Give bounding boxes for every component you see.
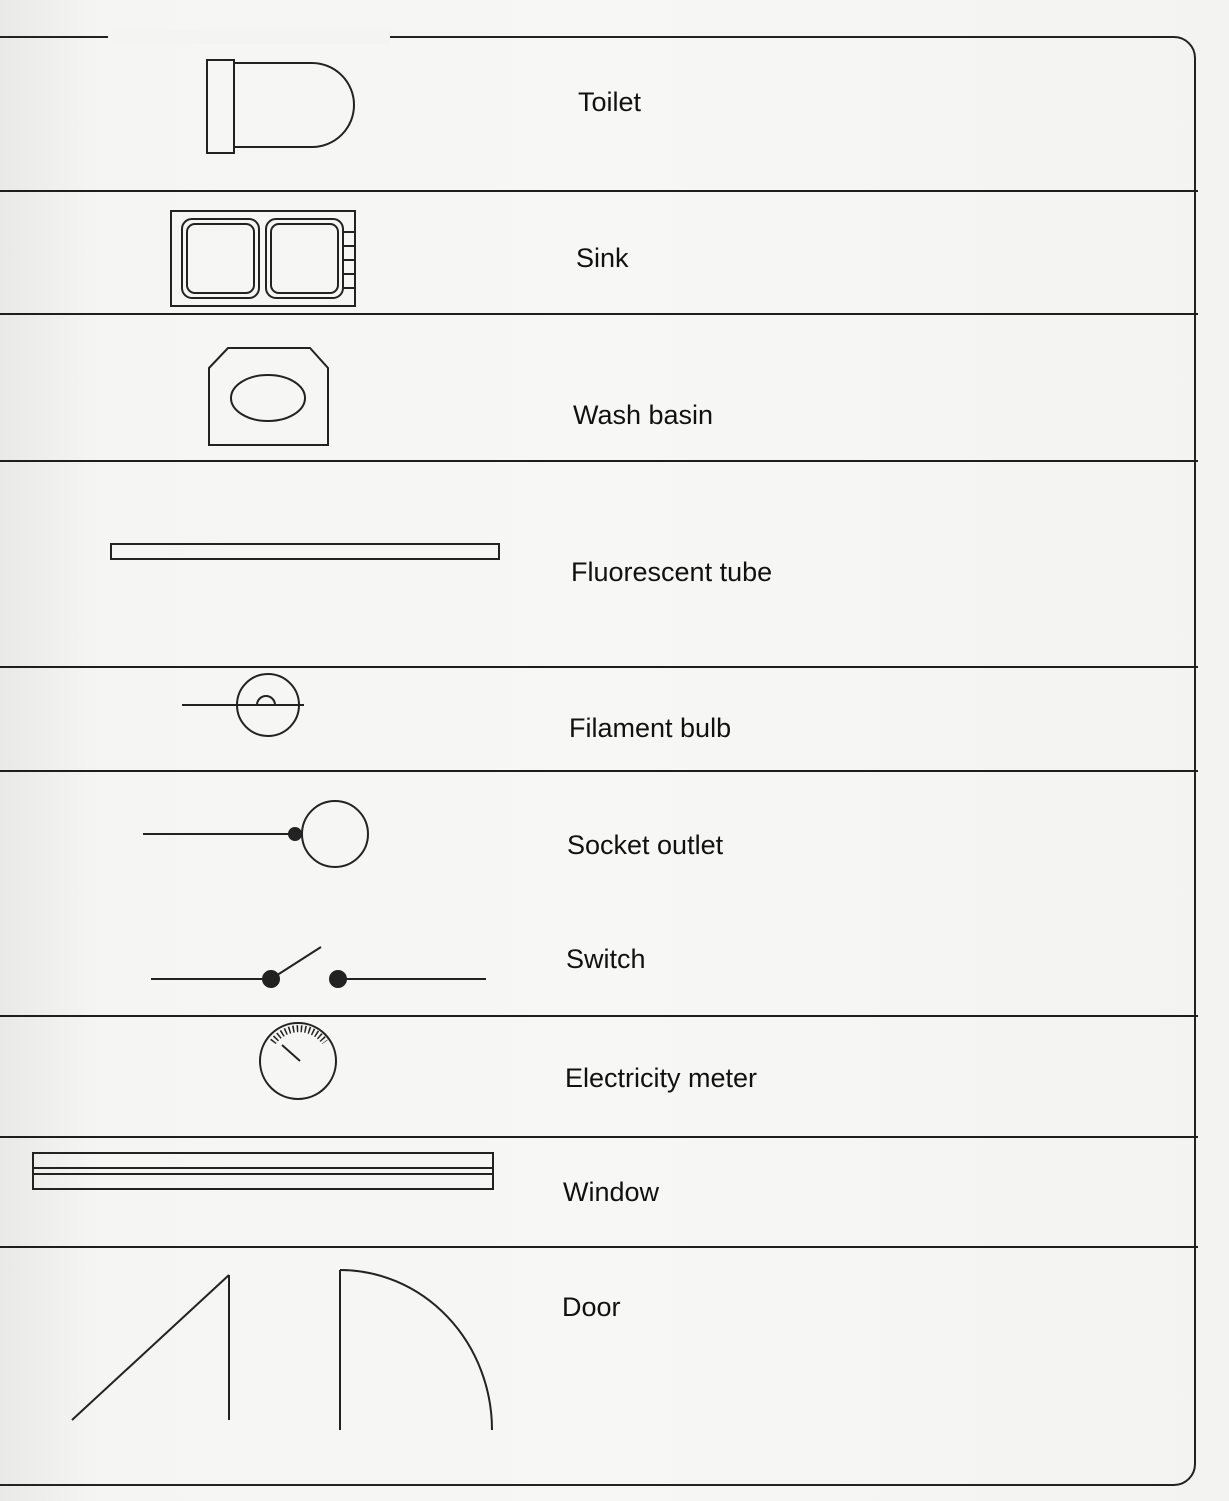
label-sink: Sink (576, 243, 629, 273)
label-electricity-meter: Electricity meter (565, 1063, 758, 1093)
toilet-symbol (207, 60, 354, 153)
electricity-meter-symbol (260, 1023, 336, 1099)
filament-bulb-symbol (182, 674, 304, 736)
label-filament-bulb: Filament bulb (569, 713, 732, 743)
label-door: Door (562, 1292, 621, 1322)
socket-outlet-symbol (143, 801, 368, 867)
label-window: Window (563, 1177, 660, 1207)
label-fluorescent-tube: Fluorescent tube (571, 557, 773, 587)
label-socket-outlet: Socket outlet (567, 830, 724, 860)
sink-symbol (171, 211, 355, 306)
label-switch: Switch (566, 944, 646, 974)
window-symbol (33, 1153, 493, 1189)
label-toilet: Toilet (578, 87, 642, 117)
fluorescent-tube-symbol (111, 544, 499, 559)
switch-symbol (151, 947, 486, 987)
door-symbol (72, 1270, 492, 1430)
label-wash-basin: Wash basin (573, 400, 714, 430)
wash-basin-symbol (209, 348, 328, 445)
